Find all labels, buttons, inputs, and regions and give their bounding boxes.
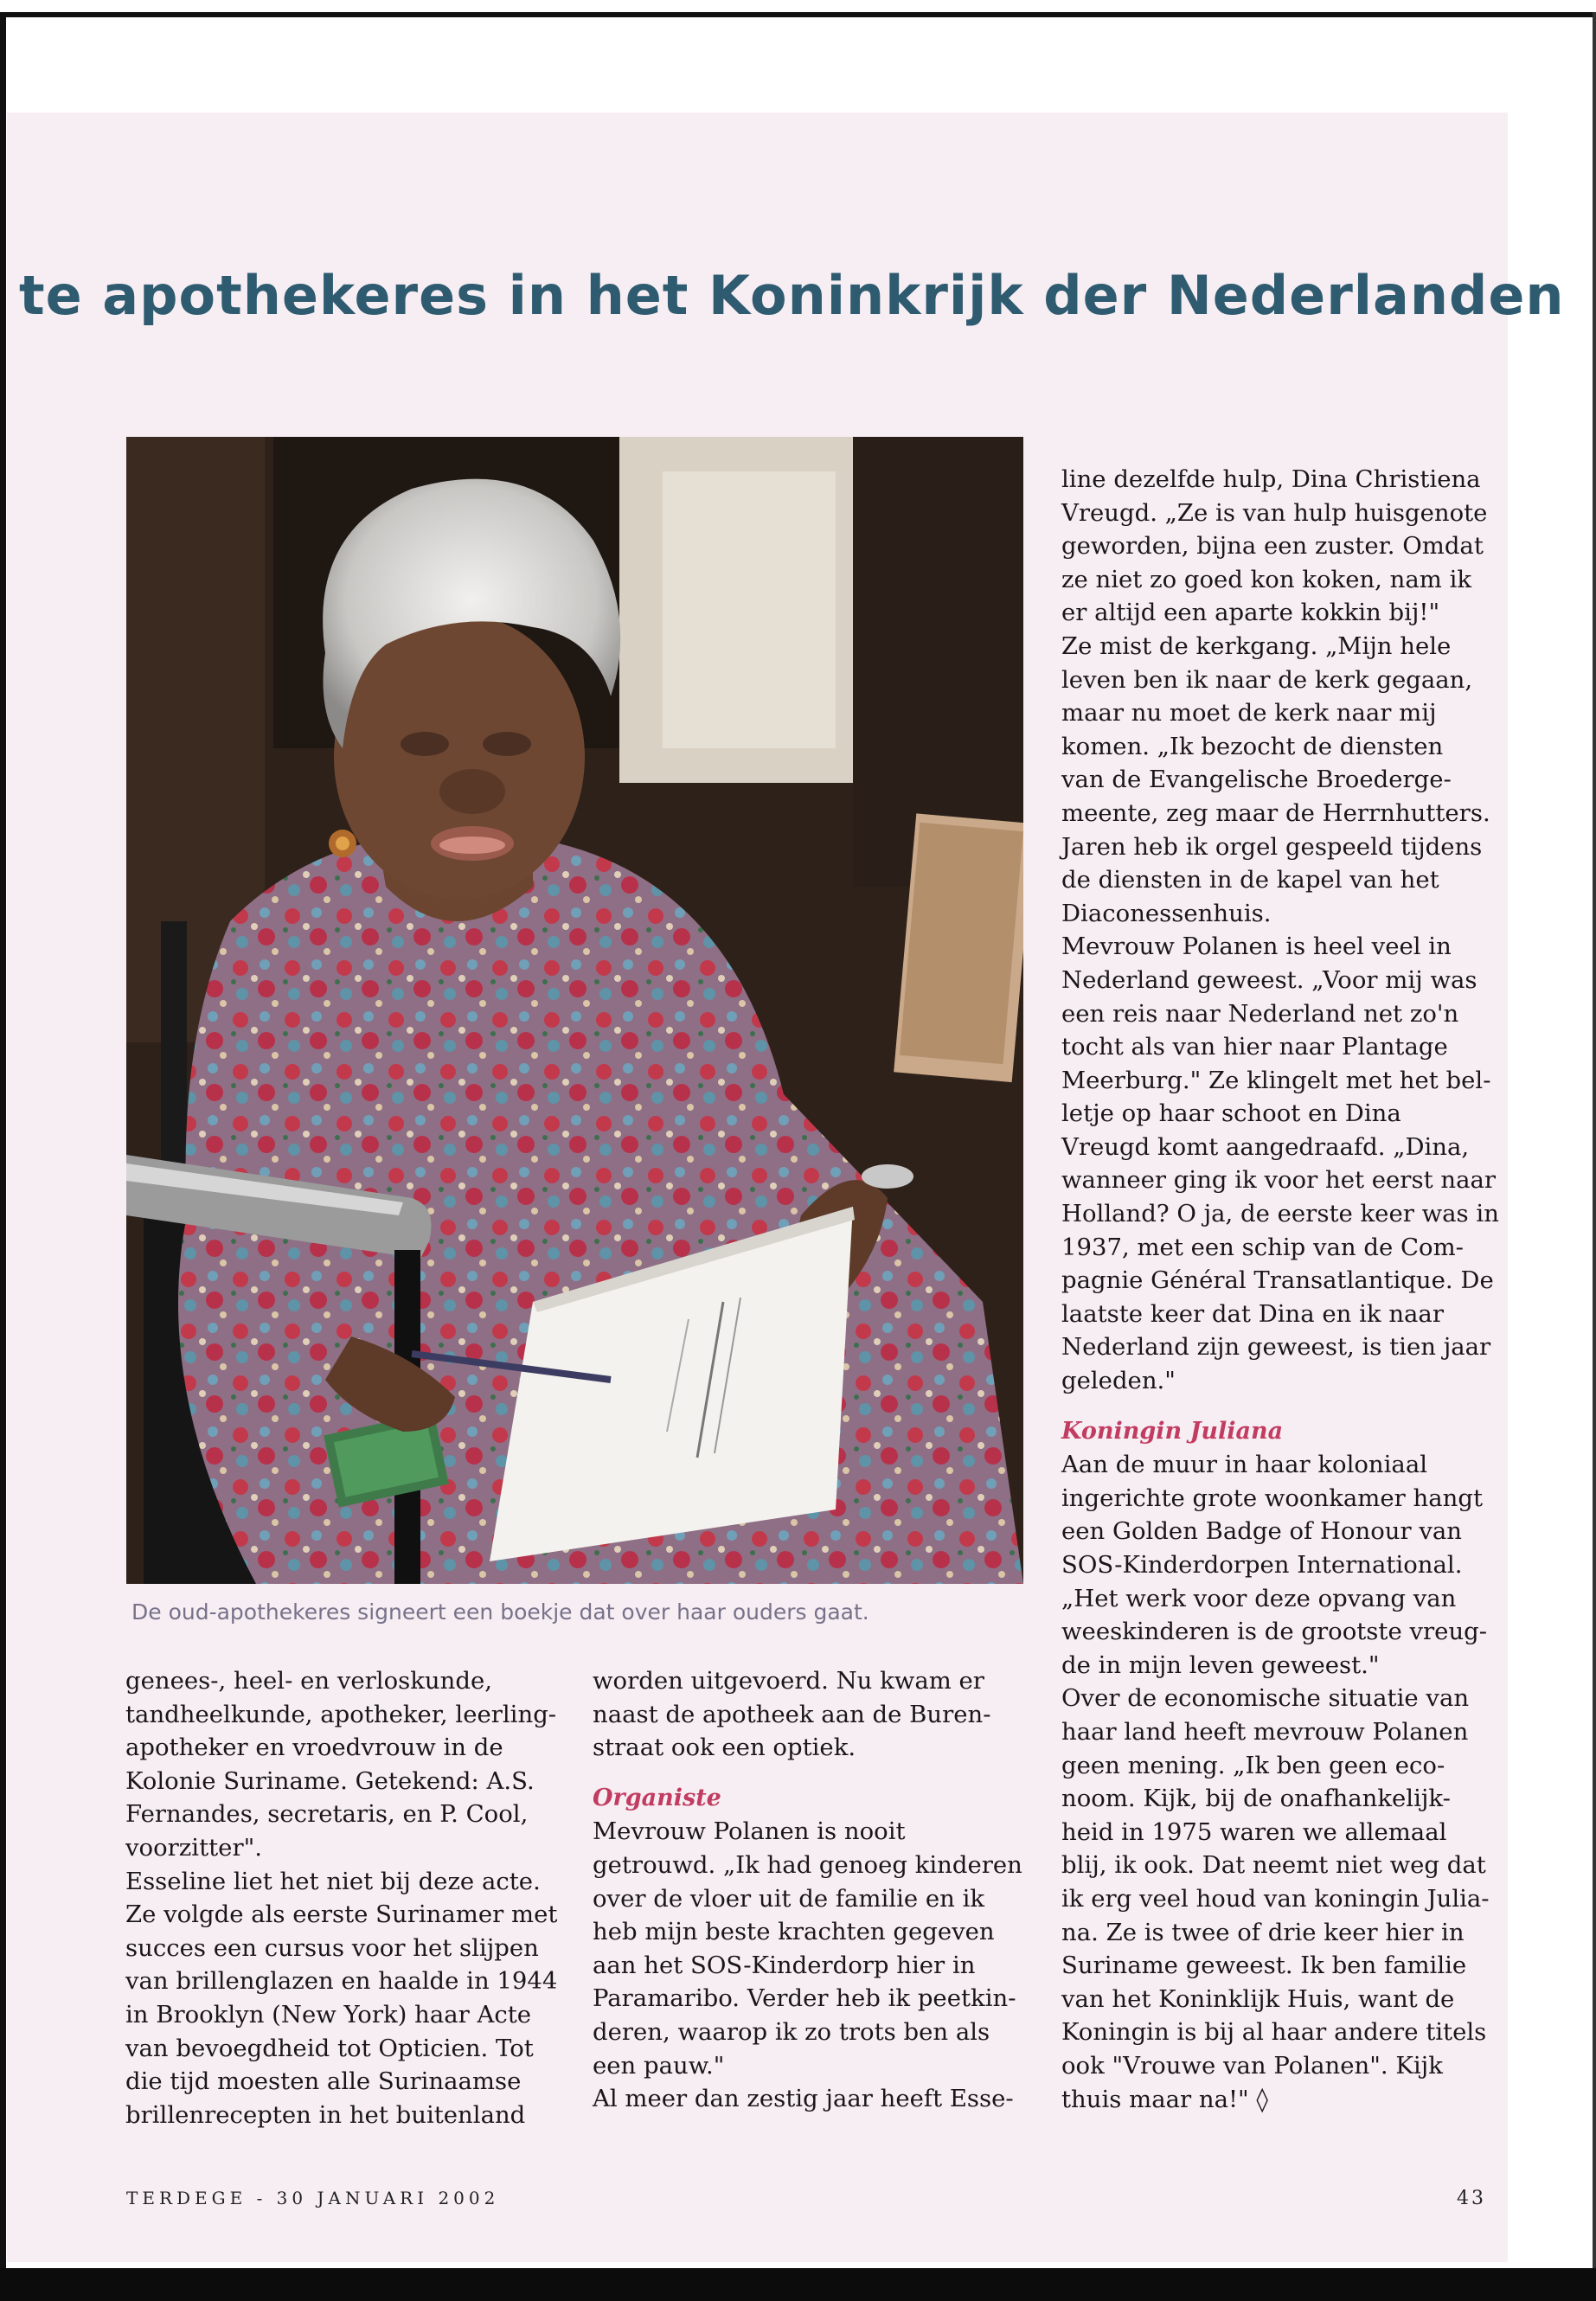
text-line: succes een cursus voor het slijpen bbox=[125, 1933, 539, 1962]
text-line: een reis naar Nederland net zo'n bbox=[1061, 999, 1459, 1028]
scan-border-top bbox=[0, 12, 1596, 17]
text-line: straat ook een optiek. bbox=[593, 1734, 856, 1762]
text-line: wanneer ging ik voor het eerst naar bbox=[1061, 1166, 1497, 1195]
text-line: Vreugd komt aangedraafd. „Dina, bbox=[1061, 1132, 1470, 1161]
text-line: „Het werk voor deze opvang van bbox=[1061, 1584, 1457, 1612]
text-line: thuis maar na!" ◊ bbox=[1061, 2085, 1269, 2113]
text-line: Nederland geweest. „Voor mij was bbox=[1061, 965, 1477, 994]
text-line: Meerburg." Ze klingelt met het bel- bbox=[1061, 1066, 1491, 1094]
text-line: heb mijn beste krachten gegeven bbox=[593, 1918, 995, 1946]
text-line: Vreugd. „Ze is van hulp huisgenote bbox=[1061, 498, 1488, 527]
article-headline: te apothekeres in het Koninkrijk der Nederlanden bbox=[19, 264, 1565, 327]
text-line: in Brooklyn (New York) haar Acte bbox=[125, 2000, 532, 2029]
text-line: Ze mist de kerkgang. „Mijn hele bbox=[1061, 631, 1452, 660]
article-photo bbox=[126, 437, 1023, 1584]
text-line: Suriname geweest. Ik ben familie bbox=[1061, 1952, 1467, 1980]
text-line: Fernandes, secretaris, en P. Cool, bbox=[125, 1800, 529, 1829]
article-column-2 bbox=[593, 1664, 1025, 2116]
text-line: tocht als van hier naar Plantage bbox=[1061, 1033, 1448, 1061]
text-line: getrouwd. „Ik had genoeg kinderen bbox=[593, 1850, 1022, 1879]
text-line: komen. „Ik bezocht de diensten bbox=[1061, 732, 1444, 760]
text-line: geen mening. „Ik ben geen eco- bbox=[1061, 1751, 1445, 1779]
text-line: 1937, met een schip van de Com- bbox=[1061, 1233, 1464, 1261]
text-line: na. Ze is twee of drie keer hier in bbox=[1061, 1918, 1465, 1946]
text-line: pagnie Général Transatlantique. De bbox=[1061, 1266, 1494, 1295]
text-line: Aan de muur in haar koloniaal bbox=[1061, 1451, 1428, 1479]
text-line: ingerichte grote woonkamer hangt bbox=[1061, 1484, 1484, 1512]
text-line: letje op haar schoot en Dina bbox=[1061, 1099, 1401, 1128]
text-line: Jaren heb ik orgel gespeeld tijdens bbox=[1061, 832, 1483, 861]
text-line: Holland? O ja, de eerste keer was in bbox=[1061, 1200, 1499, 1228]
text-line: Nederland zijn geweest, is tien jaar bbox=[1061, 1333, 1491, 1362]
text-line: SOS-Kinderdorpen International. bbox=[1061, 1551, 1463, 1579]
text-line: haar land heeft mevrouw Polanen bbox=[1061, 1717, 1469, 1746]
text-line: maar nu moet de kerk naar mij bbox=[1061, 699, 1437, 727]
text-line: de diensten in de kapel van het bbox=[1061, 866, 1439, 894]
text-line: geworden, bijna een zuster. Omdat bbox=[1061, 532, 1484, 561]
text-line: ik erg veel houd van koningin Julia- bbox=[1061, 1884, 1490, 1913]
scan-border-bottom bbox=[0, 2268, 1596, 2301]
text-line: noom. Kijk, bij de onafhankelijk- bbox=[1061, 1785, 1451, 1813]
text-line: Esseline liet het niet bij deze acte. bbox=[125, 1867, 541, 1895]
article-column-3 bbox=[1061, 463, 1507, 2116]
text-line: Mevrouw Polanen is heel veel in bbox=[1061, 933, 1452, 961]
text-line: blij, ik ook. Dat neemt niet weg dat bbox=[1061, 1851, 1486, 1880]
text-line: Koningin is bij al haar andere titels bbox=[1061, 2018, 1487, 2047]
text-line: een pauw." bbox=[593, 2051, 725, 2080]
text-line: de in mijn leven geweest." bbox=[1061, 1650, 1380, 1679]
text-line: line dezelfde hulp, Dina Christiena bbox=[1061, 465, 1481, 493]
text-line: weeskinderen is de grootste vreug- bbox=[1061, 1618, 1488, 1646]
subheading-organiste: Organiste bbox=[593, 1784, 721, 1811]
text-line: Al meer dan zestig jaar heeft Esse- bbox=[593, 2085, 1014, 2113]
text-line: van brillenglazen en haalde in 1944 bbox=[125, 1967, 558, 1996]
page-number: 43 bbox=[1457, 2188, 1486, 2209]
text-line: ook "Vrouwe van Polanen". Kijk bbox=[1061, 2051, 1443, 2080]
scan-border-right bbox=[1593, 12, 1596, 2270]
text-line: van het Koninklijk Huis, want de bbox=[1061, 1984, 1455, 2013]
article-column-1 bbox=[125, 1664, 575, 2131]
text-line: voorzitter". bbox=[125, 1833, 262, 1862]
text-line: naast de apotheek aan de Buren- bbox=[593, 1700, 991, 1728]
scan-border-left bbox=[0, 12, 6, 2296]
publication-footer: TERDEGE - 30 JANUARI 2002 bbox=[126, 2188, 500, 2208]
text-line: over de vloer uit de familie en ik bbox=[593, 1884, 985, 1913]
text-line: geleden." bbox=[1061, 1367, 1176, 1395]
text-line: van de Evangelische Broederge- bbox=[1061, 766, 1452, 794]
text-line: Kolonie Suriname. Getekend: A.S. bbox=[125, 1766, 535, 1795]
text-line: meente, zeg maar de Herrnhutters. bbox=[1061, 798, 1490, 827]
text-line: heid in 1975 waren we allemaal bbox=[1061, 1817, 1447, 1846]
text-line: Ze volgde als eerste Surinamer met bbox=[125, 1900, 558, 1929]
text-line: apotheker en vroedvrouw in de bbox=[125, 1734, 503, 1762]
text-line: die tijd moesten alle Surinaamse bbox=[125, 2067, 522, 2096]
text-line: Diaconessenhuis. bbox=[1061, 899, 1272, 927]
text-line: deren, waarop ik zo trots ben als bbox=[593, 2017, 990, 2046]
text-line: genees-, heel- en verloskunde, bbox=[125, 1667, 492, 1695]
text-line: tandheelkunde, apotheker, leerling- bbox=[125, 1700, 557, 1728]
subheading-koningin-juliana: Koningin Juliana bbox=[1061, 1417, 1284, 1445]
photo-caption: De oud-apothekeres signeert een boekje dat over haar ouders gaat. bbox=[131, 1599, 869, 1625]
text-line: Mevrouw Polanen is nooit bbox=[593, 1817, 906, 1846]
text-line: aan het SOS-Kinderdorp hier in bbox=[593, 1951, 976, 1979]
text-line: Over de economische situatie van bbox=[1061, 1684, 1470, 1713]
text-line: leven ben ik naar de kerk gegaan, bbox=[1061, 665, 1473, 694]
text-line: ze niet zo goed kon koken, nam ik bbox=[1061, 565, 1472, 593]
text-line: worden uitgevoerd. Nu kwam er bbox=[593, 1667, 984, 1695]
text-line: een Golden Badge of Honour van bbox=[1061, 1517, 1463, 1546]
text-line: van bevoegdheid tot Opticien. Tot bbox=[125, 2034, 534, 2062]
text-line: laatste keer dat Dina en ik naar bbox=[1061, 1299, 1444, 1328]
text-line: Paramaribo. Verder heb ik peetkin- bbox=[593, 1984, 1016, 2013]
text-line: brillenrecepten in het buitenland bbox=[125, 2100, 526, 2129]
text-line: er altijd een aparte kokkin bij!" bbox=[1061, 599, 1440, 627]
